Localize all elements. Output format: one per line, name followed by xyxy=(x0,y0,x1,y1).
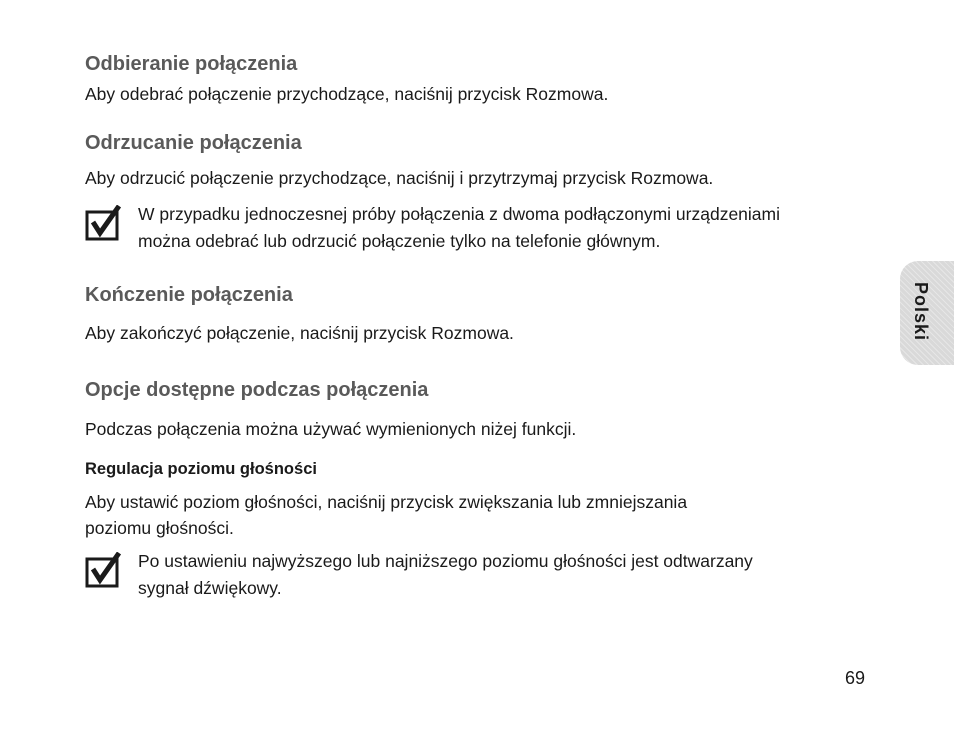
rejecting-call-text: Aby odrzucić połączenie przychodzące, naciśnij i przytrzymaj przycisk Rozmowa. xyxy=(85,168,714,188)
note-two-devices-line1: W przypadku jednoczesnej próby połączenia z dwoma podłączonymi urządzeniami xyxy=(138,204,780,224)
volume-control-text-line2: poziomu głośności. xyxy=(85,518,234,538)
note-two-devices-line2: można odebrać lub odrzucić połączenie tylko na telefonie głównym. xyxy=(138,231,661,251)
page-number: 69 xyxy=(845,668,866,688)
volume-control-text-line1: Aby ustawić poziom głośności, naciśnij przycisk zwiększania lub zmniejszania xyxy=(85,492,688,512)
language-side-tab-label: Polski xyxy=(911,282,931,342)
note-two-devices-text xyxy=(138,201,780,255)
note-volume-beep-text xyxy=(138,548,753,602)
heading-call-options: Opcje dostępne podczas połączenia xyxy=(85,379,429,401)
heading-answering-call: Odbieranie połączenia xyxy=(85,53,298,75)
heading-volume-control: Regulacja poziomu głośności xyxy=(85,460,317,478)
checkbox-check-icon xyxy=(85,552,121,588)
ending-call-text: Aby zakończyć połączenie, naciśnij przycisk Rozmowa. xyxy=(85,323,514,343)
call-options-text: Podczas połączenia można używać wymienionych niżej funkcji. xyxy=(85,419,577,439)
note-volume-beep-line2: sygnał dźwiękowy. xyxy=(138,578,282,598)
heading-rejecting-call: Odrzucanie połączenia xyxy=(85,132,302,154)
heading-ending-call: Kończenie połączenia xyxy=(85,284,293,306)
checkbox-check-icon xyxy=(85,205,121,241)
answering-call-text: Aby odebrać połączenie przychodzące, naciśnij przycisk Rozmowa. xyxy=(85,84,609,104)
note-volume-beep-line1: Po ustawieniu najwyższego lub najniższego poziomu głośności jest odtwarzany xyxy=(138,551,753,571)
